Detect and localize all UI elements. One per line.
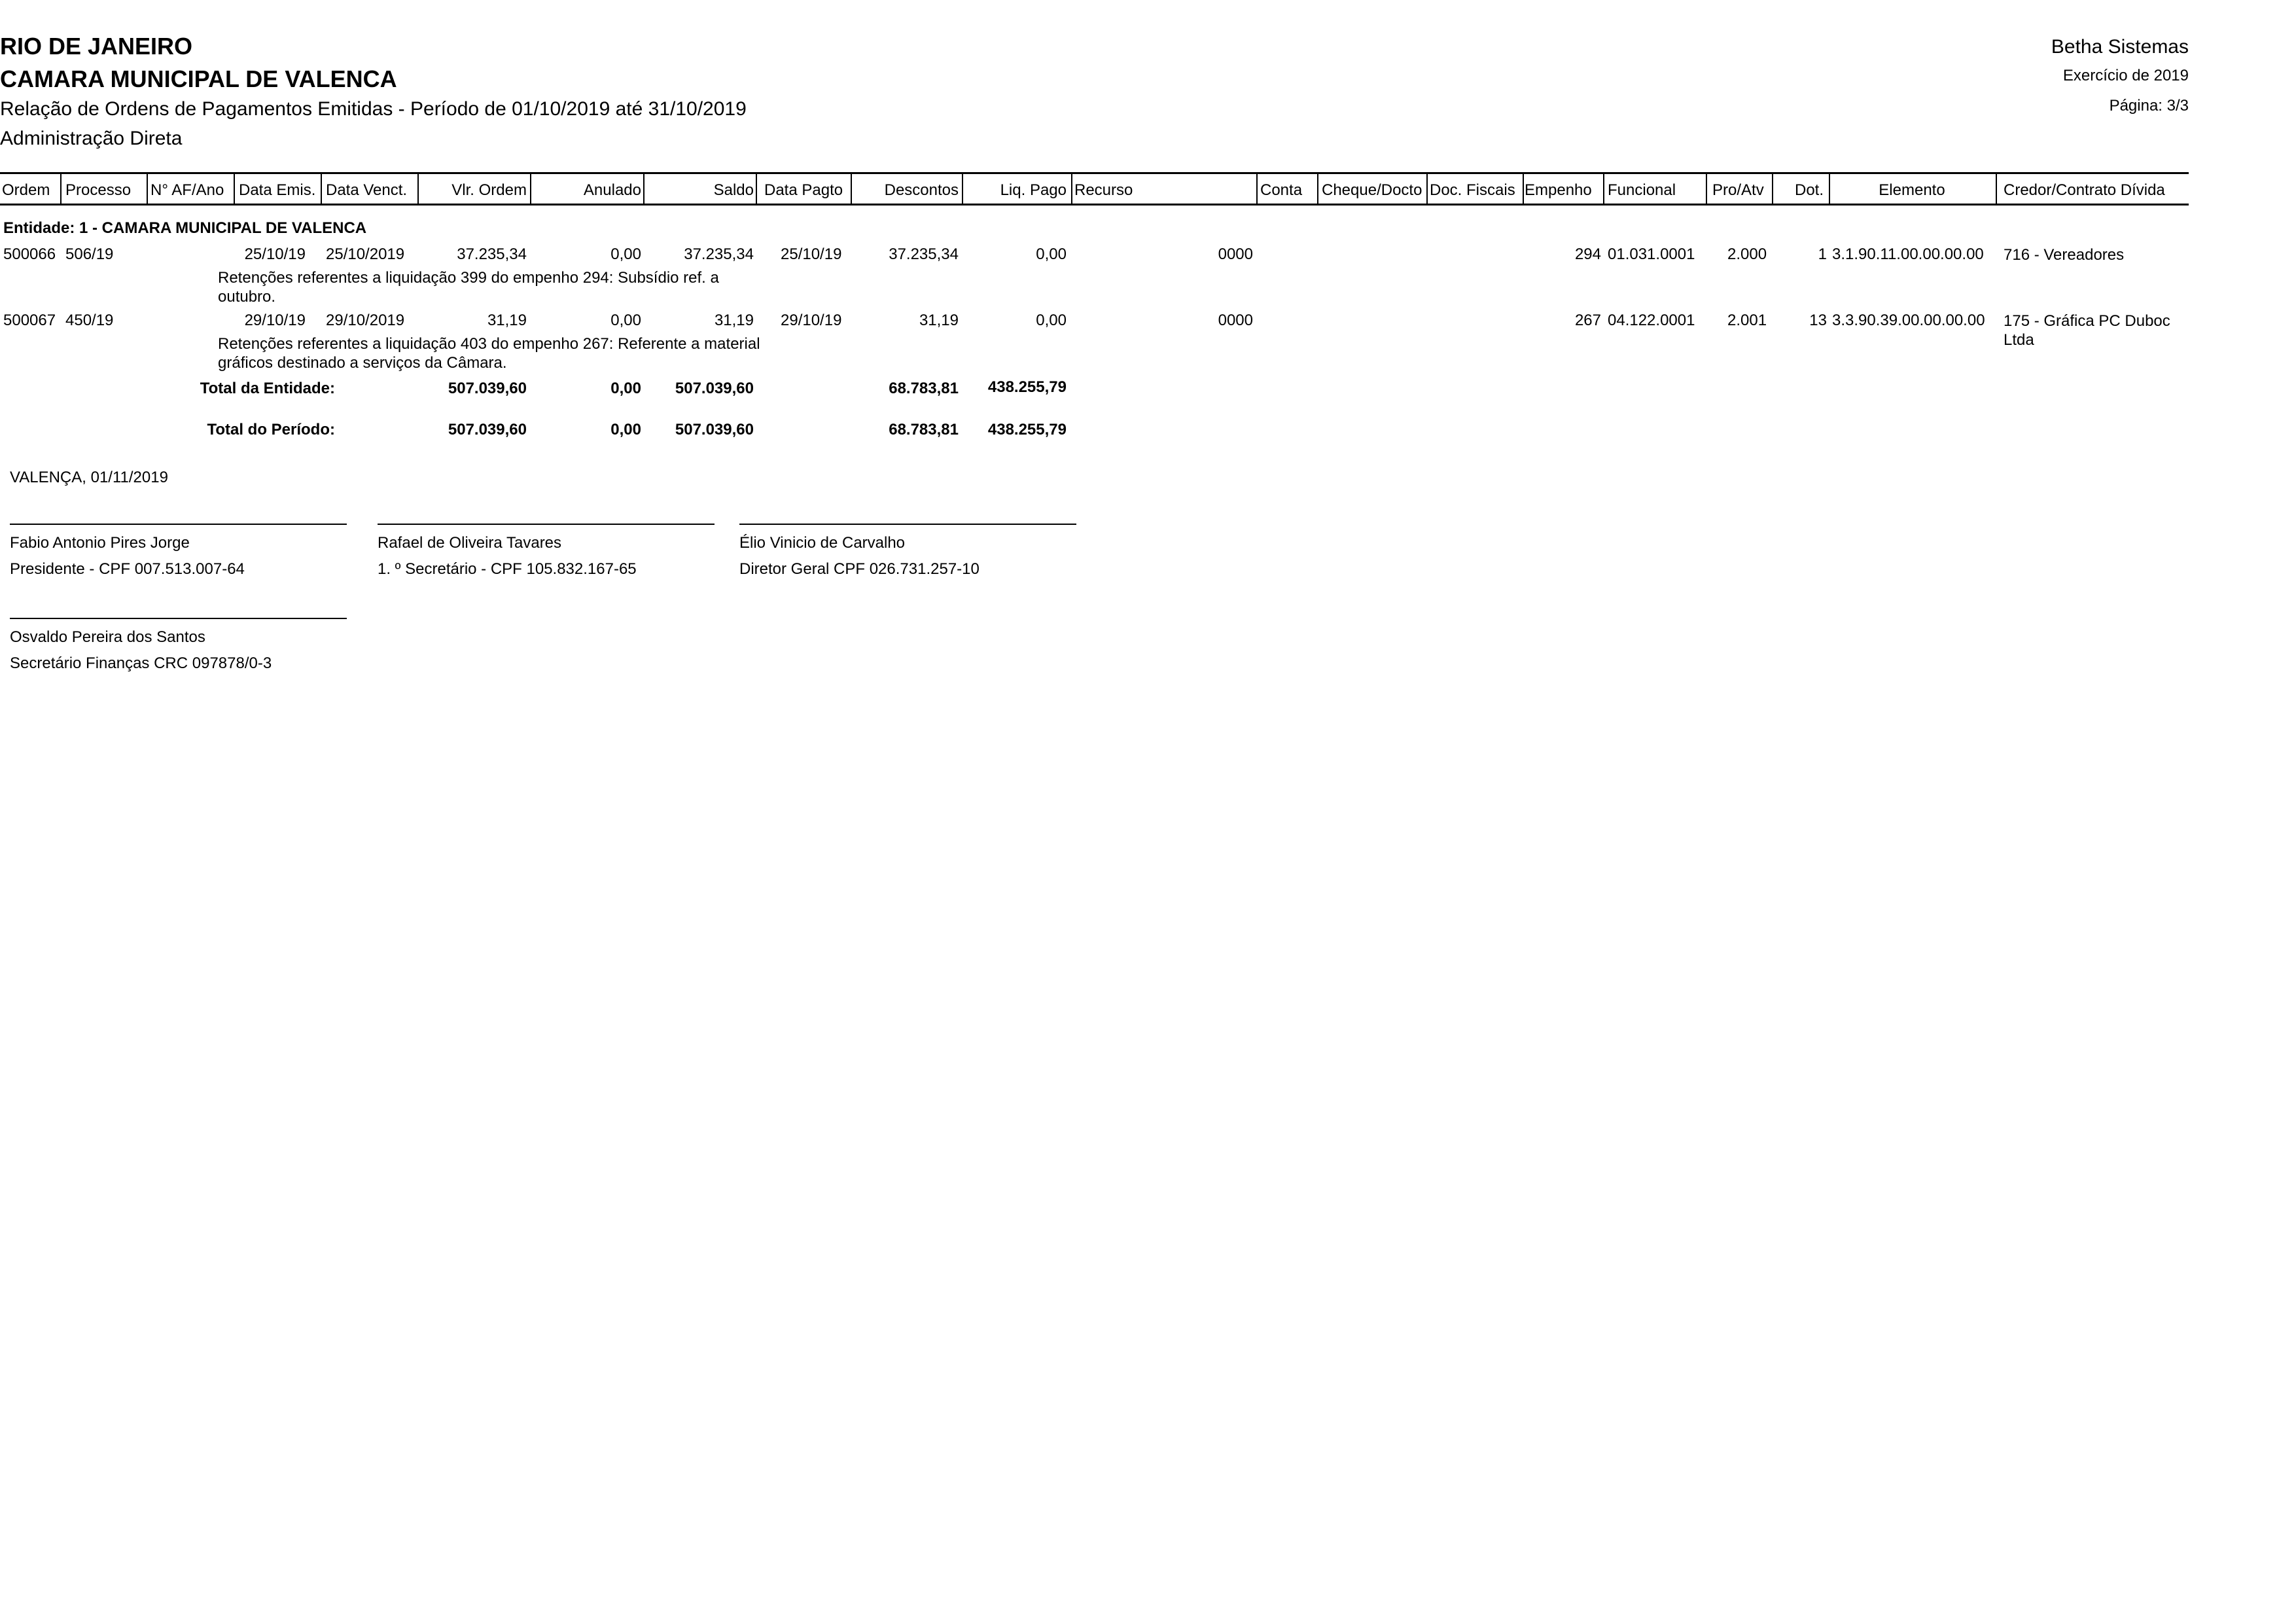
row-memo: Retenções referentes a liquidação 403 do empenho 267: Referente a material gráficos destinado a serviços da Câmara. — [218, 335, 760, 372]
cell-vlr-ordem: 31,19 — [487, 312, 527, 329]
col-funcional: Funcional — [1608, 181, 1676, 199]
col-vlr-ordem: Vlr. Ordem — [451, 181, 527, 199]
col-data-emis: Data Emis. — [239, 181, 316, 199]
signature-line — [378, 524, 715, 525]
cell-elemento: 3.3.90.39.00.00.00.00 — [1832, 312, 1985, 329]
total-anulado: 0,00 — [610, 421, 641, 438]
report-title: Relação de Ordens de Pagamentos Emitidas - Período de 01/10/2019 até 31/10/2019 — [0, 98, 747, 120]
administration-label: Administração Direta — [0, 128, 183, 149]
col-divider — [1996, 173, 1997, 204]
col-divider — [1523, 173, 1524, 204]
header-bottom-rule — [0, 204, 2189, 205]
cell-dot: 1 — [1818, 245, 1827, 263]
signature-line — [739, 524, 1076, 525]
total-saldo: 507.039,60 — [675, 421, 754, 438]
total-label: Total da Entidade: — [200, 380, 335, 397]
cell-credor: 175 - Gráfica PC Duboc Ltda — [2004, 312, 2170, 349]
cell-saldo: 37.235,34 — [684, 245, 754, 263]
cell-data-venct: 25/10/2019 — [326, 245, 405, 263]
total-anulado: 0,00 — [610, 380, 641, 397]
col-divider — [1426, 173, 1428, 204]
total-saldo: 507.039,60 — [675, 380, 754, 397]
cell-data-pagto: 29/10/19 — [781, 312, 842, 329]
col-divider — [1317, 173, 1318, 204]
row-memo: Retenções referentes a liquidação 399 do empenho 294: Subsídio ref. a outubro. — [218, 269, 719, 306]
cell-empenho: 267 — [1574, 312, 1601, 329]
col-liq-pago: Liq. Pago — [1000, 181, 1067, 199]
col-recurso: Recurso — [1074, 181, 1133, 199]
col-processo: Processo — [65, 181, 132, 199]
total-liq-pago: 438.255,79 — [987, 378, 1067, 396]
col-anulado: Anulado — [583, 181, 641, 199]
cell-elemento: 3.1.90.11.00.00.00.00 — [1832, 245, 1984, 263]
signatory-name: Élio Vinicio de Carvalho — [739, 534, 906, 552]
col-divider — [147, 173, 148, 204]
signatory-role: Presidente - CPF 007.513.007-64 — [10, 560, 245, 578]
signatory-role: 1. º Secretário - CPF 105.832.167-65 — [378, 560, 637, 578]
cell-data-pagto: 25/10/19 — [781, 245, 842, 263]
col-divider — [1603, 173, 1604, 204]
cell-processo: 506/19 — [65, 245, 114, 263]
state-name: RIO DE JANEIRO — [0, 33, 193, 60]
cell-vlr-ordem: 37.235,34 — [457, 245, 527, 263]
cell-recurso: 0000 — [1218, 245, 1253, 263]
page-number: Página: 3/3 — [2109, 97, 2189, 115]
exercise-year: Exercício de 2019 — [2062, 67, 2189, 84]
col-divider — [234, 173, 235, 204]
col-divider — [1256, 173, 1258, 204]
cell-pro-atv: 2.000 — [1727, 245, 1767, 263]
header-top-rule — [0, 172, 2189, 174]
total-label: Total do Período: — [207, 421, 335, 438]
col-empenho: Empenho — [1525, 181, 1592, 199]
total-descontos: 68.783,81 — [889, 380, 959, 397]
col-descontos: Descontos — [884, 181, 959, 199]
col-data-pagto: Data Pagto — [764, 181, 843, 199]
col-divider — [1071, 173, 1072, 204]
col-pro-atv: Pro/Atv — [1712, 181, 1764, 199]
total-liq-pago: 438.255,79 — [987, 421, 1067, 438]
col-divider — [1706, 173, 1707, 204]
cell-descontos: 37.235,34 — [889, 245, 959, 263]
signatory-name: Fabio Antonio Pires Jorge — [10, 534, 190, 552]
cell-liq-pago: 0,00 — [1036, 312, 1067, 329]
signatory-role: Diretor Geral CPF 026.731.257-10 — [739, 560, 980, 578]
total-vlr-ordem: 507.039,60 — [448, 421, 527, 438]
cell-ordem: 500067 — [3, 312, 56, 329]
total-descontos: 68.783,81 — [889, 421, 959, 438]
cell-processo: 450/19 — [65, 312, 114, 329]
cell-anulado: 0,00 — [610, 245, 641, 263]
place-date: VALENÇA, 01/11/2019 — [10, 469, 168, 486]
signature-line — [10, 524, 347, 525]
col-af-ano: N° AF/Ano — [150, 181, 224, 199]
cell-credor: 716 - Vereadores — [2004, 246, 2125, 264]
signature-line — [10, 618, 347, 619]
cell-recurso: 0000 — [1218, 312, 1253, 329]
col-cheque-docto: Cheque/Docto — [1322, 181, 1422, 199]
col-conta: Conta — [1260, 181, 1303, 199]
cell-descontos: 31,19 — [919, 312, 959, 329]
col-divider — [1772, 173, 1773, 204]
col-divider — [60, 173, 62, 204]
total-vlr-ordem: 507.039,60 — [448, 380, 527, 397]
col-saldo: Saldo — [713, 181, 754, 199]
signatory-name: Osvaldo Pereira dos Santos — [10, 628, 205, 646]
cell-funcional: 04.122.0001 — [1608, 312, 1695, 329]
signatory-role: Secretário Finanças CRC 097878/0-3 — [10, 654, 272, 672]
cell-ordem: 500066 — [3, 245, 56, 263]
cell-empenho: 294 — [1574, 245, 1601, 263]
col-dot: Dot. — [1794, 181, 1824, 199]
entity-name: CAMARA MUNICIPAL DE VALENCA — [0, 65, 397, 92]
col-ordem: Ordem — [2, 181, 50, 199]
col-data-venct: Data Venct. — [326, 181, 408, 199]
entity-section-label: Entidade: 1 - CAMARA MUNICIPAL DE VALENCA — [3, 219, 367, 237]
cell-data-emis: 25/10/19 — [244, 245, 306, 263]
col-divider — [756, 173, 757, 204]
cell-data-emis: 29/10/19 — [244, 312, 306, 329]
signatory-name: Rafael de Oliveira Tavares — [378, 534, 562, 552]
vendor-name: Betha Sistemas — [2051, 36, 2189, 58]
col-credor: Credor/Contrato Dívida — [2004, 181, 2165, 199]
cell-liq-pago: 0,00 — [1036, 245, 1067, 263]
cell-saldo: 31,19 — [714, 312, 754, 329]
col-divider — [321, 173, 322, 204]
cell-data-venct: 29/10/2019 — [326, 312, 405, 329]
col-doc-fiscais: Doc. Fiscais — [1430, 181, 1515, 199]
col-elemento: Elemento — [1879, 181, 1945, 199]
cell-funcional: 01.031.0001 — [1608, 245, 1695, 263]
cell-pro-atv: 2.001 — [1727, 312, 1767, 329]
cell-anulado: 0,00 — [610, 312, 641, 329]
cell-dot: 13 — [1809, 312, 1827, 329]
